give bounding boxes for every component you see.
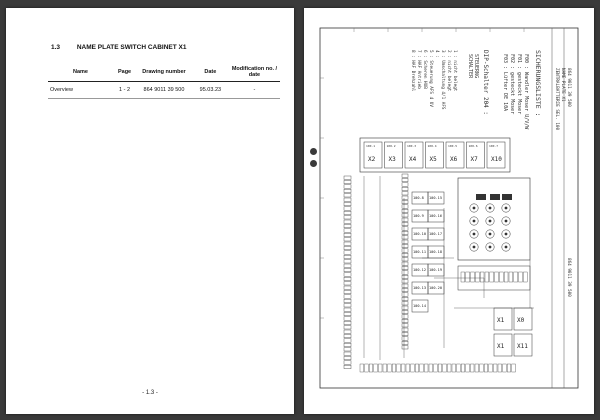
terminal bbox=[402, 183, 408, 186]
terminal bbox=[402, 253, 408, 256]
dip-note: 6 : Scheren HUB bbox=[422, 50, 427, 89]
terminal bbox=[401, 364, 405, 372]
dip-notes-text bbox=[410, 50, 458, 110]
terminal bbox=[493, 364, 497, 372]
terminal bbox=[344, 286, 351, 289]
terminal bbox=[457, 364, 461, 372]
top-fuse-group bbox=[364, 142, 505, 168]
fuse-list-title: SICHERUNGSLISTE : bbox=[534, 50, 542, 117]
relay-label: 100.9 bbox=[413, 214, 424, 218]
terminal bbox=[402, 236, 408, 239]
knob-center bbox=[473, 246, 476, 249]
terminal bbox=[344, 343, 351, 346]
fuse-tag: 100.7 bbox=[489, 144, 499, 148]
terminal bbox=[402, 209, 408, 212]
terminal bbox=[466, 272, 470, 282]
terminal bbox=[466, 364, 470, 372]
terminal bbox=[402, 196, 408, 199]
relay-label: 100.16 bbox=[429, 214, 442, 218]
terminal bbox=[344, 242, 351, 245]
col-header-drawing-number: Drawing number bbox=[136, 63, 192, 82]
relay-label: 100.15 bbox=[429, 196, 442, 200]
section-number: 1.3 bbox=[51, 44, 61, 51]
col-header-date: Date bbox=[192, 63, 229, 82]
terminal bbox=[344, 365, 351, 368]
terminal bbox=[402, 266, 408, 269]
terminal bbox=[344, 348, 351, 351]
terminal bbox=[374, 364, 378, 372]
terminal bbox=[344, 317, 351, 320]
relay-label: 100.19 bbox=[429, 268, 442, 272]
terminal bbox=[402, 306, 408, 309]
knob-center bbox=[473, 220, 476, 223]
terminal bbox=[369, 364, 373, 372]
cell-drawing-number: 864 9011 39 500 bbox=[136, 82, 192, 99]
relay-label: 100.12 bbox=[413, 268, 426, 272]
fuse-tag: 100.2 bbox=[386, 144, 396, 148]
terminal bbox=[402, 218, 408, 221]
bottom-connector-group bbox=[494, 308, 532, 356]
drawing-number-vertical: 864 9011 39 500 bbox=[566, 258, 571, 297]
cell-name: Overview bbox=[48, 82, 113, 99]
terminal bbox=[344, 334, 351, 337]
terminal bbox=[402, 297, 408, 300]
terminal bbox=[523, 272, 527, 282]
terminal bbox=[471, 272, 475, 282]
terminal bbox=[344, 233, 351, 236]
terminal bbox=[485, 272, 489, 282]
terminal bbox=[344, 273, 351, 276]
col-header-name: Name bbox=[48, 63, 113, 82]
terminal bbox=[402, 280, 408, 283]
fuse-label: X7 bbox=[470, 156, 478, 163]
left-page bbox=[6, 8, 294, 414]
fuse-tag: 100.5 bbox=[448, 144, 458, 148]
fuse-tag: 100.6 bbox=[468, 144, 478, 148]
terminal bbox=[344, 361, 351, 364]
fuse-label: X10 bbox=[491, 156, 502, 163]
title-block-line: NAME PLATE X1 bbox=[560, 68, 565, 102]
terminal bbox=[344, 299, 351, 302]
knob-center bbox=[505, 233, 508, 236]
cell-page: 1 - 2 bbox=[113, 82, 136, 99]
connector-label: X1 bbox=[497, 317, 505, 324]
terminal bbox=[402, 187, 408, 190]
terminal bbox=[402, 231, 408, 234]
terminal bbox=[344, 304, 351, 307]
terminal bbox=[498, 364, 502, 372]
terminal bbox=[461, 364, 465, 372]
terminal bbox=[344, 224, 351, 227]
terminal bbox=[344, 356, 351, 359]
terminal bbox=[344, 185, 351, 188]
cell-modification: - bbox=[229, 82, 280, 99]
relay-label: 100.13 bbox=[413, 286, 426, 290]
title-block-line: 864 9011 39 500 bbox=[566, 68, 571, 107]
terminal bbox=[344, 211, 351, 214]
dip-note: 2 : nicht belegt bbox=[446, 50, 451, 92]
terminal bbox=[402, 310, 408, 313]
relay-label: 100.10 bbox=[413, 232, 426, 236]
fuse-tag: 100.4 bbox=[427, 144, 437, 148]
connector-label: X1 bbox=[497, 343, 505, 350]
terminal bbox=[402, 271, 408, 274]
terminal bbox=[402, 332, 408, 335]
knob-center bbox=[505, 220, 508, 223]
col-header-modification: Modification no. / date bbox=[229, 63, 280, 82]
dip-block bbox=[476, 194, 486, 200]
terminal bbox=[402, 174, 408, 177]
terminal bbox=[344, 260, 351, 263]
terminal bbox=[344, 194, 351, 197]
terminal bbox=[402, 192, 408, 195]
terminal bbox=[344, 198, 351, 201]
dip-note: 4 : bbox=[434, 50, 439, 58]
terminal-strip-bottom bbox=[360, 364, 515, 372]
relay-label: 100.17 bbox=[429, 232, 442, 236]
terminal bbox=[489, 364, 493, 372]
terminal bbox=[429, 364, 433, 372]
terminal bbox=[503, 364, 507, 372]
terminal bbox=[447, 364, 451, 372]
page-footer: - 1.3 - bbox=[142, 390, 158, 396]
schematic-drawing bbox=[304, 8, 594, 414]
fuse-tag: 100.3 bbox=[407, 144, 417, 148]
terminal bbox=[402, 337, 408, 340]
relay-label: 100.14 bbox=[413, 304, 426, 308]
knob-center bbox=[489, 246, 492, 249]
terminal bbox=[344, 202, 351, 205]
terminal bbox=[484, 364, 488, 372]
terminal bbox=[490, 272, 494, 282]
terminal bbox=[344, 321, 351, 324]
terminal bbox=[392, 364, 396, 372]
knob-center bbox=[489, 207, 492, 210]
dip-note: 7 : HAF Antrieb bbox=[416, 50, 421, 89]
terminal bbox=[402, 288, 408, 291]
terminal bbox=[495, 272, 499, 282]
fuse-list-line: F03 : Lüfter DE 10A bbox=[502, 54, 508, 112]
terminal bbox=[344, 282, 351, 285]
knob-center bbox=[473, 207, 476, 210]
terminal bbox=[378, 364, 382, 372]
dip-block bbox=[502, 194, 512, 200]
terminal bbox=[344, 176, 351, 179]
terminal bbox=[344, 268, 351, 271]
connector-label: X11 bbox=[517, 343, 528, 350]
fuse-list-line: F00 : Wandler Moser U/V/W bbox=[523, 54, 529, 130]
terminal bbox=[344, 251, 351, 254]
relay-label: 100.18 bbox=[429, 250, 442, 254]
terminal bbox=[402, 315, 408, 318]
terminal bbox=[344, 330, 351, 333]
terminal bbox=[344, 277, 351, 280]
terminal bbox=[344, 290, 351, 293]
knob-center bbox=[473, 233, 476, 236]
terminal bbox=[344, 308, 351, 311]
terminal bbox=[424, 364, 428, 372]
terminal bbox=[344, 180, 351, 183]
terminal bbox=[344, 295, 351, 298]
terminal bbox=[461, 272, 465, 282]
fuse-list-line: F01 : gesteckt Moser bbox=[516, 54, 522, 115]
terminal bbox=[402, 293, 408, 296]
terminal bbox=[402, 244, 408, 247]
binder-hole bbox=[310, 148, 317, 155]
terminal bbox=[402, 284, 408, 287]
dip-sub: STEUERNG bbox=[473, 54, 479, 79]
terminal bbox=[344, 352, 351, 355]
title-block bbox=[554, 68, 572, 130]
terminal bbox=[402, 262, 408, 265]
wiring bbox=[364, 176, 534, 360]
terminal bbox=[434, 364, 438, 372]
terminal bbox=[344, 326, 351, 329]
table-row bbox=[48, 82, 280, 99]
dip-sub2: SCHALTER bbox=[467, 54, 473, 79]
terminal bbox=[344, 255, 351, 258]
terminal-row bbox=[461, 272, 527, 282]
terminal bbox=[344, 339, 351, 342]
terminal bbox=[397, 364, 401, 372]
terminal bbox=[480, 272, 484, 282]
terminal bbox=[499, 272, 503, 282]
terminal bbox=[402, 341, 408, 344]
dip-note: 1 : nicht belegt bbox=[452, 50, 457, 92]
knob-center bbox=[505, 246, 508, 249]
terminal bbox=[402, 178, 408, 181]
relay-label: 100.20 bbox=[429, 286, 442, 290]
cell-date: 95.03.23 bbox=[192, 82, 229, 99]
terminal bbox=[443, 364, 447, 372]
terminal bbox=[402, 249, 408, 252]
knob-center bbox=[489, 233, 492, 236]
terminal bbox=[402, 319, 408, 322]
knob-center bbox=[489, 220, 492, 223]
terminal bbox=[344, 312, 351, 315]
fuse-label: X2 bbox=[368, 156, 376, 163]
terminal bbox=[402, 328, 408, 331]
terminal bbox=[514, 272, 518, 282]
terminal bbox=[360, 364, 364, 372]
relay-column bbox=[412, 192, 444, 312]
terminal-strip-left bbox=[344, 176, 351, 369]
knob-center bbox=[505, 207, 508, 210]
terminal bbox=[402, 240, 408, 243]
binder-hole bbox=[310, 160, 317, 167]
terminal bbox=[402, 302, 408, 305]
terminal bbox=[475, 272, 479, 282]
terminal bbox=[406, 364, 410, 372]
terminal bbox=[344, 264, 351, 267]
fuse-list-text bbox=[502, 50, 542, 130]
dip-note: 8 : HAF Drehzahl bbox=[410, 50, 415, 92]
terminal bbox=[415, 364, 419, 372]
fuse-label: X5 bbox=[429, 156, 437, 163]
terminal bbox=[452, 364, 456, 372]
terminal bbox=[402, 222, 408, 225]
terminal bbox=[383, 364, 387, 372]
section-heading bbox=[51, 44, 186, 51]
fuse-label: X4 bbox=[409, 156, 417, 163]
fuse-tag: 100.1 bbox=[366, 144, 376, 148]
terminal bbox=[402, 227, 408, 230]
dip-title: DIP-Schalter 204 : bbox=[482, 50, 489, 116]
right-page bbox=[304, 8, 594, 414]
col-header-page: Page bbox=[113, 63, 136, 82]
terminal bbox=[402, 324, 408, 327]
dip-block bbox=[490, 194, 500, 200]
title-block-line: ZENTRALBATTERIE SEL. 100 bbox=[554, 68, 559, 131]
fuse-label: X6 bbox=[450, 156, 458, 163]
name-plate-table bbox=[48, 63, 280, 99]
terminal bbox=[411, 364, 415, 372]
terminal bbox=[402, 346, 408, 349]
connector-label: X0 bbox=[517, 317, 525, 324]
terminal bbox=[344, 207, 351, 210]
terminal bbox=[344, 216, 351, 219]
fuse-label: X3 bbox=[388, 156, 396, 163]
terminal bbox=[344, 246, 351, 249]
terminal bbox=[365, 364, 369, 372]
terminal bbox=[402, 200, 408, 203]
terminal bbox=[388, 364, 392, 372]
relay-label: 100.11 bbox=[413, 250, 426, 254]
terminal bbox=[509, 272, 513, 282]
terminal bbox=[402, 258, 408, 261]
terminal bbox=[438, 364, 442, 372]
terminal bbox=[504, 272, 508, 282]
terminal bbox=[344, 189, 351, 192]
section-title: NAME PLATE SWITCH CABINET X1 bbox=[76, 44, 187, 51]
terminal bbox=[512, 364, 516, 372]
relay-label: 100.8 bbox=[413, 196, 424, 200]
terminal bbox=[480, 364, 484, 372]
terminal bbox=[470, 364, 474, 372]
terminal bbox=[344, 238, 351, 241]
terminal bbox=[402, 275, 408, 278]
terminal-strip-left-inner bbox=[402, 174, 408, 349]
terminal bbox=[507, 364, 511, 372]
terminal bbox=[344, 229, 351, 232]
terminal bbox=[475, 364, 479, 372]
dip-note: 3 : Umschaltung 4/1 AFS bbox=[440, 50, 445, 110]
terminal bbox=[402, 205, 408, 208]
dip-note: 5 : Steuerung AFS 4 UV bbox=[428, 50, 433, 107]
knob-group bbox=[470, 204, 510, 251]
terminal bbox=[420, 364, 424, 372]
terminal bbox=[344, 220, 351, 223]
table-header-row bbox=[48, 63, 280, 82]
terminal bbox=[519, 272, 523, 282]
terminal bbox=[402, 214, 408, 217]
dip-switch-text bbox=[467, 50, 489, 115]
fuse-list-line: F02 : gesteckt Moser bbox=[509, 54, 515, 115]
